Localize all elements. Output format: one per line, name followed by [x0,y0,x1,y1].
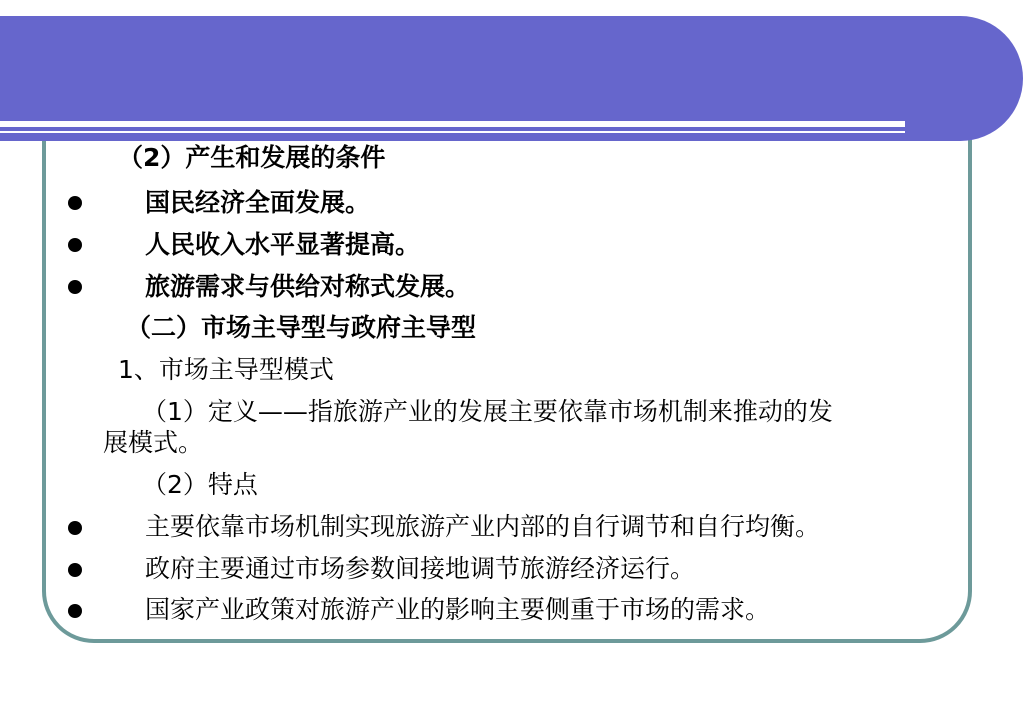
subheading-market-model: 1、市场主导型模式 [118,355,334,384]
bullet-text-2: 人民收入水平显著提高。 [145,230,421,259]
bullet-text-3: 旅游需求与供给对称式发展。 [145,272,471,301]
feature-text-2: 政府主要通过市场参数间接地调节旅游经济运行。 [145,554,696,583]
feature-text-3: 国家产业政策对旅游产业的影响主要侧重于市场的需求。 [145,595,771,624]
definition-line-2: 展模式。 [103,428,204,457]
section-heading-conditions: （2）产生和发展的条件 [118,143,386,172]
bullet-icon [68,521,82,535]
bullet-icon [68,280,82,294]
section-heading-market-government: （二）市场主导型与政府主导型 [126,313,477,342]
bullet-icon [68,238,82,252]
bullet-icon [68,604,82,618]
bullet-text-1: 国民经济全面发展。 [145,188,371,217]
bullet-icon [68,196,82,210]
feature-text-1: 主要依靠市场机制实现旅游产业内部的自行调节和自行均衡。 [145,512,821,541]
bullet-icon [68,563,82,577]
definition-line-1: （1）定义——指旅游产业的发展主要依靠市场机制来推动的发 [142,397,833,426]
subheading-features: （2）特点 [142,470,258,499]
